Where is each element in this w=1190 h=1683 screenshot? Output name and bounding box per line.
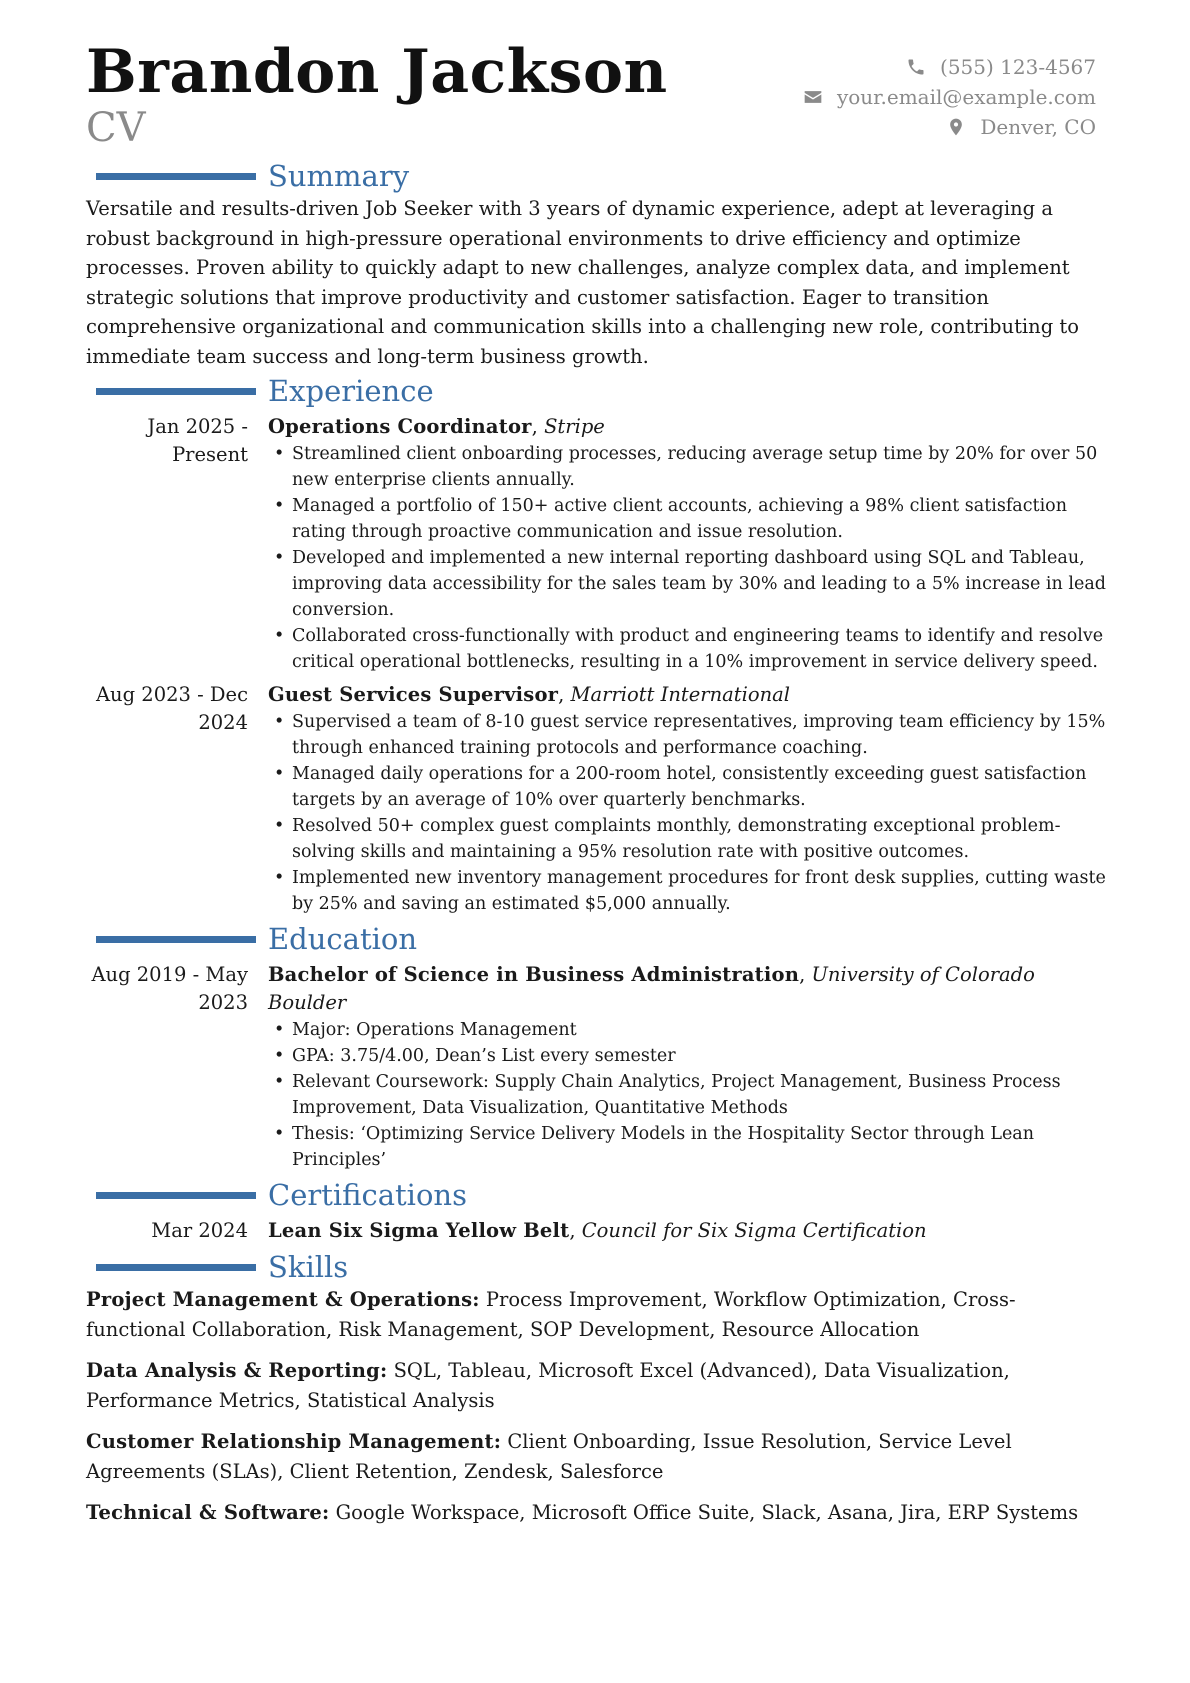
skill-group-label: Data Analysis & Reporting: xyxy=(86,1359,388,1382)
entry-date: Jan 2025 - Present xyxy=(147,415,248,466)
email-text[interactable]: your.email@example.com xyxy=(836,85,1096,109)
document-subtitle: CV xyxy=(86,105,146,151)
entry-role: Lean Six Sigma Yellow Belt xyxy=(268,1219,570,1242)
certifications-section-header xyxy=(86,1177,1110,1213)
entry-role: Bachelor of Science in Business Administration xyxy=(268,963,800,986)
skill-group-label: Project Management & Operations: xyxy=(86,1288,480,1311)
skill-group xyxy=(86,1356,1110,1415)
skills-section-header xyxy=(86,1249,1110,1285)
section-accent-bar xyxy=(96,1192,256,1199)
phone-text[interactable]: (555) 123-4567 xyxy=(940,55,1096,79)
section-title-certifications: Certifications xyxy=(268,1178,467,1212)
skill-group xyxy=(86,1285,1110,1344)
contact-email xyxy=(803,82,1096,112)
contact-phone xyxy=(803,52,1096,82)
section-accent-bar xyxy=(96,388,256,395)
entry-bullets xyxy=(268,709,1110,917)
entry-role: Guest Services Supervisor xyxy=(268,683,559,706)
entry-date: Aug 2019 - May 2023 xyxy=(91,963,248,1014)
candidate-name: Brandon Jackson xyxy=(86,37,668,107)
skill-group xyxy=(86,1498,1110,1528)
entry-role: Operations Coordinator xyxy=(268,415,532,438)
experience-entry xyxy=(86,413,1110,675)
map-marker-icon xyxy=(946,117,966,137)
experience-entry xyxy=(86,681,1110,917)
list-item: • GPA: 3.75/4.00, Dean’s List every semester xyxy=(268,1043,1110,1069)
skill-group-items: Process Improvement, Workflow Optimization, Cross-functional Collaboration, Risk Management, SOP Development, Resource Allocation xyxy=(86,1288,1016,1341)
section-accent-bar xyxy=(96,1264,256,1271)
skill-group xyxy=(86,1427,1110,1486)
list-item: • Managed daily operations for a 200-room hotel, consistently exceeding guest satisfaction targets by an average of 10% over quarterly benchmarks. xyxy=(268,761,1110,813)
entry-bullets xyxy=(268,441,1110,675)
skill-group-items: SQL, Tableau, Microsoft Excel (Advanced), Data Visualization, Performance Metrics, Statistical Analysis xyxy=(86,1359,1010,1412)
entry-title: Operations Coordinator, Stripe xyxy=(268,415,605,438)
entry-title: Lean Six Sigma Yellow Belt, Council for Six Sigma Certification xyxy=(268,1219,927,1242)
skill-group-items: Client Onboarding, Issue Resolution, Service Level Agreements (SLAs), Client Retention, Zendesk, Salesforce xyxy=(86,1430,1012,1483)
list-item: • Supervised a team of 8-10 guest service representatives, improving team efficiency by 15% through enhanced training protocols and performance coaching. xyxy=(268,709,1110,761)
list-item: • Streamlined client onboarding processes, reducing average setup time by 20% for over 50 new enterprise clients annually. xyxy=(268,441,1110,493)
list-item: • Managed a portfolio of 150+ active client accounts, achieving a 98% client satisfaction rating through proactive communication and issue resolution. xyxy=(268,493,1110,545)
entry-date: Mar 2024 xyxy=(151,1219,248,1242)
summary-text: Versatile and results-driven Job Seeker with 3 years of dynamic experience, adept at leveraging a robust background in high-pressure operational environments to drive efficiency and optimize processes. Proven ability to quickly adapt to new challenges, analyze complex data, and implement strategic solutions that improve productivity and customer satisfaction. Eager to transition comprehensive organizational and communication skills into a challenging new role, contributing to immediate team success and long-term business growth. xyxy=(86,197,1079,368)
section-title-summary: Summary xyxy=(268,159,410,193)
list-item: • Implemented new inventory management procedures for front desk supplies, cutting waste by 25% and saving an estimated $5,000 annually. xyxy=(268,865,1110,917)
entry-org: Council for Six Sigma Certification xyxy=(581,1219,927,1242)
list-item: • Collaborated cross-functionally with product and engineering teams to identify and resolve critical operational bottlenecks, resulting in a 10% improvement in service delivery speed. xyxy=(268,623,1110,675)
list-item: • Resolved 50+ complex guest complaints monthly, demonstrating exceptional problem-solving skills and maintaining a 95% resolution rate with positive outcomes. xyxy=(268,813,1110,865)
skill-group-items: Google Workspace, Microsoft Office Suite, Slack, Asana, Jira, ERP Systems xyxy=(335,1501,1079,1524)
list-item: • Relevant Coursework: Supply Chain Analytics, Project Management, Business Process Improvement, Data Visualization, Quantitative Methods xyxy=(268,1069,1110,1121)
envelope-icon xyxy=(803,87,823,107)
section-accent-bar xyxy=(96,173,256,180)
entry-org: Stripe xyxy=(544,415,605,438)
education-entry xyxy=(86,961,1110,1173)
list-item: • Developed and implemented a new internal reporting dashboard using SQL and Tableau, improving data accessibility for the sales team by 30% and leading to a 5% increase in lead conversion. xyxy=(268,545,1110,623)
resume-page xyxy=(86,37,1110,1540)
certification-entry xyxy=(86,1217,1110,1245)
summary-section-header xyxy=(86,158,1110,194)
section-title-experience: Experience xyxy=(268,374,434,408)
entry-org: University of Colorado Boulder xyxy=(268,963,1035,1014)
contact-info xyxy=(803,52,1096,142)
resume-header xyxy=(86,37,1110,158)
entry-title: Bachelor of Science in Business Administration, University of Colorado Boulder xyxy=(268,963,1035,1014)
skill-group-label: Technical & Software: xyxy=(86,1501,330,1524)
experience-section-header xyxy=(86,373,1110,409)
entry-date: Aug 2023 - Dec 2024 xyxy=(95,683,248,734)
list-item: • Major: Operations Management xyxy=(268,1017,1110,1043)
section-title-skills: Skills xyxy=(268,1250,349,1284)
entry-title: Guest Services Supervisor, Marriott International xyxy=(268,683,791,706)
skill-group-label: Customer Relationship Management: xyxy=(86,1430,502,1453)
section-title-education: Education xyxy=(268,922,418,956)
section-accent-bar xyxy=(96,936,256,943)
phone-icon xyxy=(906,57,926,77)
list-item: • Thesis: ‘Optimizing Service Delivery Models in the Hospitality Sector through Lean Principles’ xyxy=(268,1121,1110,1173)
education-section-header xyxy=(86,921,1110,957)
entry-org: Marriott International xyxy=(570,683,791,706)
contact-location xyxy=(803,112,1096,142)
location-text: Denver, CO xyxy=(980,115,1096,139)
entry-bullets xyxy=(268,1017,1110,1173)
